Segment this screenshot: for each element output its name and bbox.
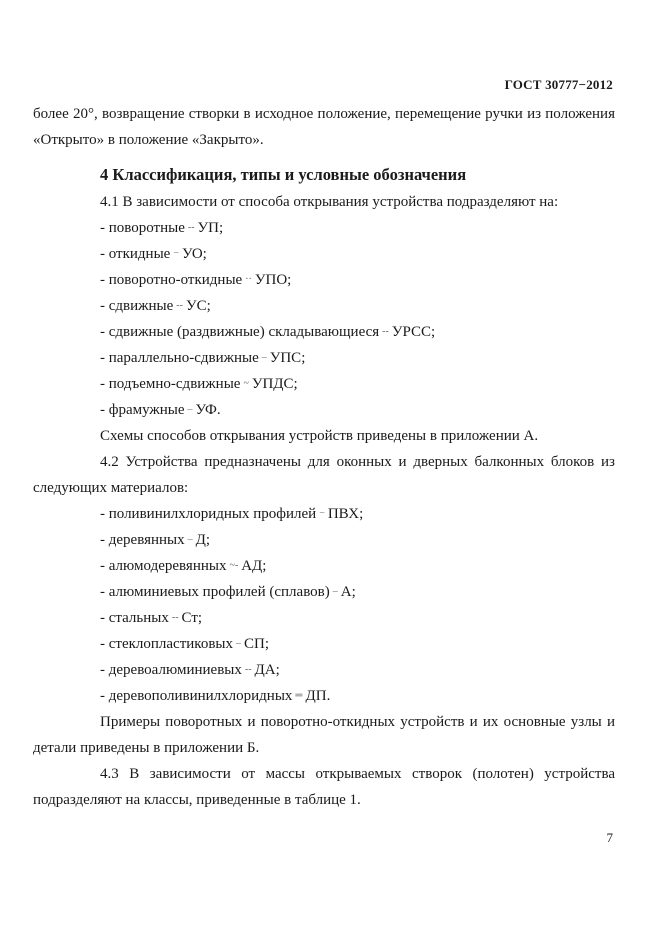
- list-item-code: УО;: [181, 246, 207, 262]
- list-item-code: ПВХ;: [327, 506, 364, 522]
- list-item: [33, 241, 615, 267]
- list-item-code: УС;: [185, 298, 211, 314]
- list-item-separator: –: [187, 404, 193, 415]
- list-item: [33, 553, 615, 579]
- list-item-name: - поливинилхлоридных профилей: [100, 506, 317, 522]
- list-item-name: - поворотно-откидные: [100, 272, 243, 288]
- clause-4-2-intro: 4.2 Устройства предназначены для оконных и дверных балконных блоков из следующих материалов:: [33, 454, 615, 496]
- section-4-heading: 4 Классификация, типы и условные обозначения: [100, 165, 467, 184]
- list-item-name: - сдвижные (раздвижные) складывающиеся: [100, 324, 380, 340]
- list-item-name: - стальных: [100, 610, 169, 626]
- materials-list: [33, 501, 615, 709]
- list-item-separator: −: [173, 248, 179, 259]
- list-item-name: - откидные: [100, 246, 171, 262]
- list-item-separator: –: [261, 352, 267, 363]
- list-item: [33, 631, 615, 657]
- clause-4-2-note: Примеры поворотных и поворотно-откидных устройств и их основные узлы и детали приведены в приложении Б.: [33, 714, 615, 756]
- list-item-name: - поворотные: [100, 220, 185, 236]
- list-item: [33, 397, 615, 423]
- list-item: [33, 293, 615, 319]
- list-item-code: АД;: [241, 558, 267, 574]
- list-item-separator: ~-: [229, 560, 239, 571]
- list-item: [33, 683, 615, 709]
- list-item-separator: --: [382, 326, 389, 337]
- list-item-separator: −: [319, 508, 325, 519]
- list-item: [33, 267, 615, 293]
- list-item-separator: --: [187, 222, 195, 233]
- list-item: [33, 501, 615, 527]
- page-number: 7: [606, 830, 613, 845]
- list-item: [33, 215, 615, 241]
- list-item-name: - деревоалюминиевых: [100, 662, 242, 678]
- list-item-code: УПО;: [254, 272, 292, 288]
- list-item-separator: –: [332, 586, 338, 597]
- clause-4-3-paragraph: 4.3 В зависимости от массы открываемых створок (полотен) устройства подразделяют на классы, приведенные в таблице 1.: [33, 766, 615, 808]
- list-item-code: ДП.: [305, 688, 331, 704]
- list-item-separator: –: [236, 638, 241, 649]
- list-item-code: ДА;: [254, 662, 280, 678]
- list-item-code: УПДС;: [251, 376, 298, 392]
- list-item-name: - фрамужные: [100, 402, 185, 418]
- list-item: [33, 527, 615, 553]
- list-item-code: А;: [340, 584, 356, 600]
- list-item-separator: ~: [243, 378, 249, 389]
- list-item-code: Ст;: [181, 610, 203, 626]
- clause-4-1-intro: 4.1 В зависимости от способа открывания устройства подразделяют на:: [100, 194, 559, 210]
- list-item: [33, 605, 615, 631]
- list-item: [33, 579, 615, 605]
- clause-4-1-note: Схемы способов открывания устройств приведены в приложении А.: [100, 428, 539, 444]
- intro-continuation-paragraph: более 20°, возвращение створки в исходное положение, перемещение ручки из положения «Открыто» в положение «Закрыто».: [33, 106, 615, 148]
- list-item-separator: ═: [295, 690, 303, 701]
- list-item-name: - деревополивинилхлоридных: [100, 688, 293, 704]
- list-item-code: УРСС;: [391, 324, 436, 340]
- list-item-code: УП;: [197, 220, 224, 236]
- list-item-code: УПС;: [269, 350, 306, 366]
- list-item: [33, 345, 615, 371]
- list-item-code: Д;: [195, 532, 211, 548]
- page-content: [33, 101, 615, 813]
- list-item: [33, 371, 615, 397]
- list-item: [33, 657, 615, 683]
- opening-types-list: [33, 215, 615, 423]
- list-item-name: - деревянных: [100, 532, 185, 548]
- list-item-code: СП;: [244, 636, 270, 652]
- list-item-separator: --: [176, 300, 183, 311]
- list-item: [33, 319, 615, 345]
- list-item-name: - сдвижные: [100, 298, 174, 314]
- list-item-name: - алюмодеревянных: [100, 558, 227, 574]
- list-item-name: - параллельно-сдвижные: [100, 350, 259, 366]
- list-item-separator: --: [244, 664, 252, 675]
- list-item-name: - стеклопластиковых: [100, 636, 233, 652]
- list-item-name: - алюминиевых профилей (сплавов): [100, 584, 330, 600]
- list-item-separator: --: [171, 612, 179, 623]
- document-code-header: ГОСТ 30777−2012: [504, 77, 613, 92]
- list-item-name: - подъемно-сдвижные: [100, 376, 241, 392]
- list-item-code: УФ.: [195, 402, 221, 418]
- list-item-separator: –: [187, 534, 193, 545]
- list-item-separator: ··: [245, 274, 252, 285]
